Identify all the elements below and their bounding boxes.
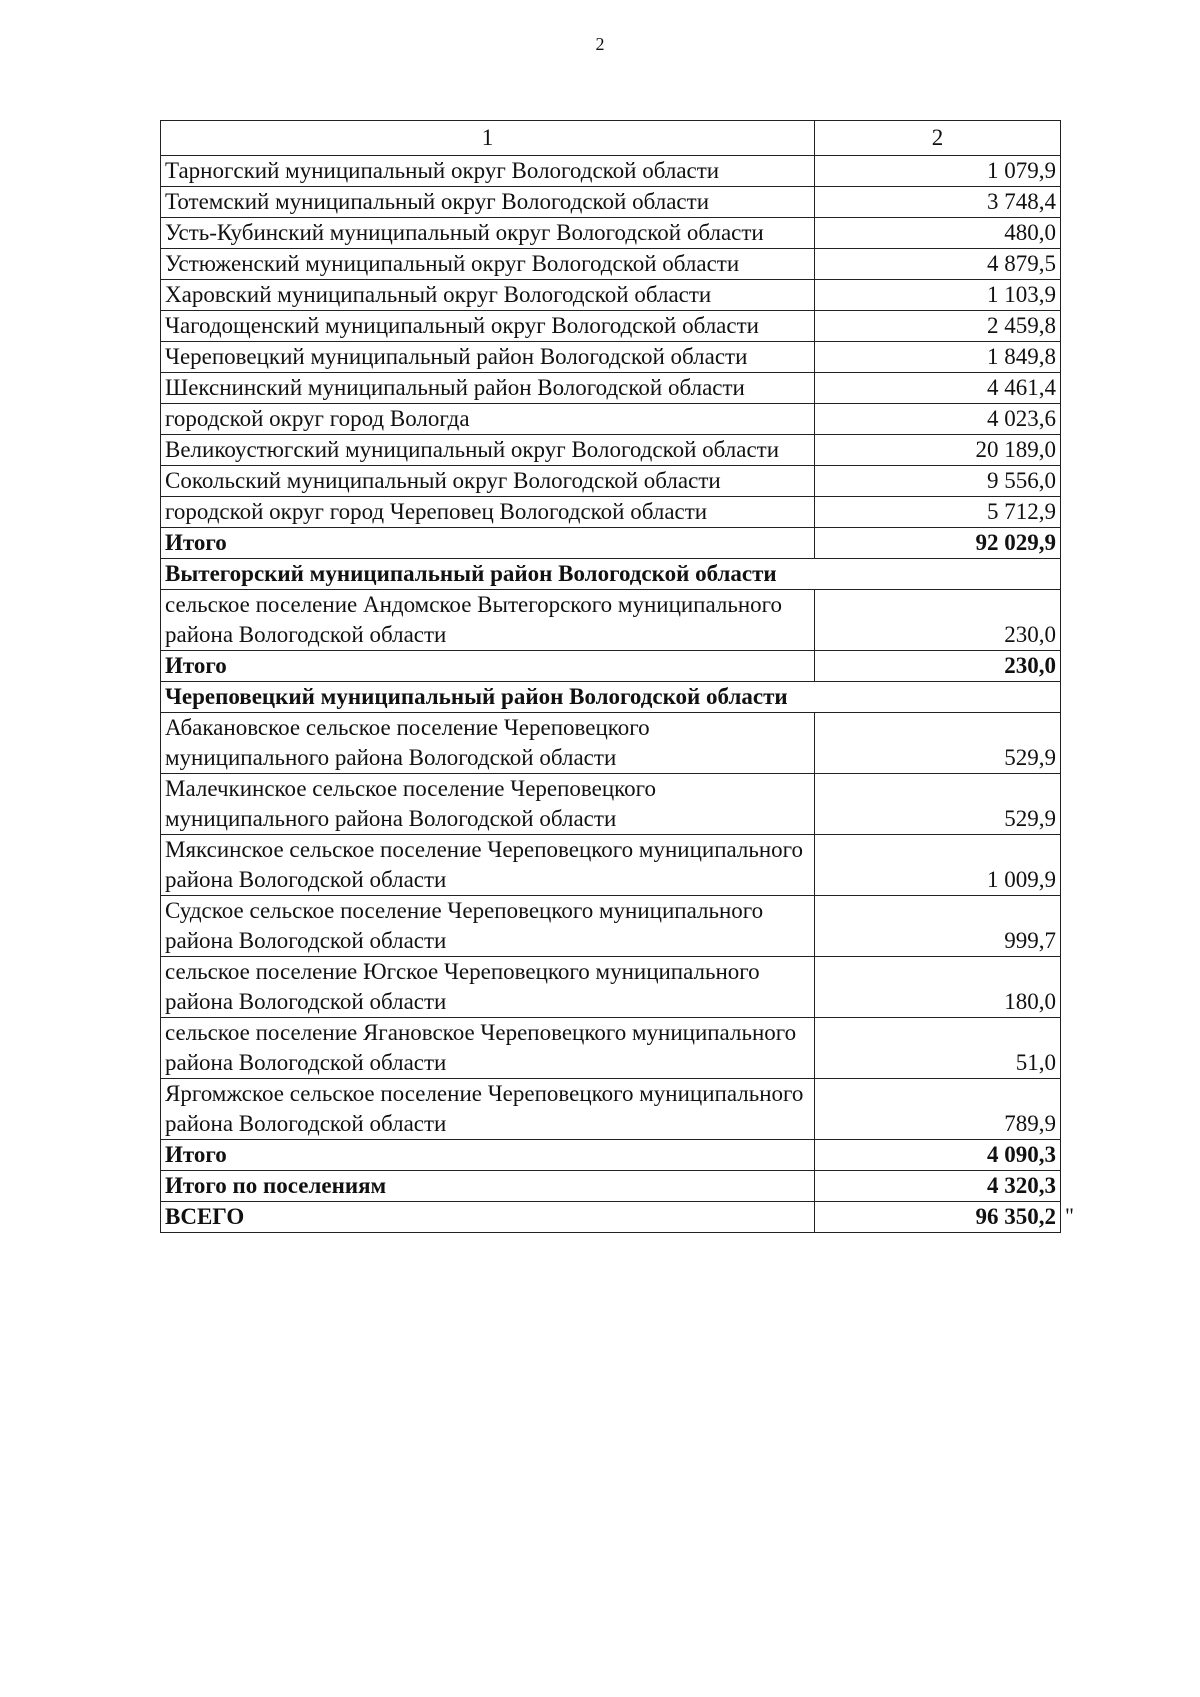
municipality-name: Тотемский муниципальный округ Вологодской области [161, 187, 815, 218]
amount-value: 529,9 [815, 774, 1061, 835]
table-row [161, 404, 1061, 435]
table-row [161, 280, 1061, 311]
table-row [161, 466, 1061, 497]
section-header-row [161, 559, 1061, 590]
table-row [161, 218, 1061, 249]
section-title: Череповецкий муниципальный район Вологодской области [161, 682, 1061, 713]
table-row [161, 1079, 1061, 1140]
closing-quote-mark: " [1065, 1203, 1074, 1228]
table-row [161, 435, 1061, 466]
amount-value: 1 079,9 [815, 156, 1061, 187]
table-row [161, 1018, 1061, 1079]
amount-value: 4 461,4 [815, 373, 1061, 404]
municipality-name: Великоустюгский муниципальный округ Вологодской области [161, 435, 815, 466]
amount-value: 3 748,4 [815, 187, 1061, 218]
section-title: Вытегорский муниципальный район Вологодской области [161, 559, 1061, 590]
municipality-name: Чагодощенский муниципальный округ Вологодской области [161, 311, 815, 342]
amount-value: 480,0 [815, 218, 1061, 249]
total-label: Итого по поселениям [161, 1171, 815, 1202]
total-amount: 96 350,2 [815, 1202, 1061, 1233]
amount-value: 1 009,9 [815, 835, 1061, 896]
table-row [161, 497, 1061, 528]
municipality-name: городской округ город Вологда [161, 404, 815, 435]
table-row [161, 373, 1061, 404]
total-amount: 230,0 [815, 651, 1061, 682]
allocation-table [160, 120, 1061, 1233]
total-row [161, 1171, 1061, 1202]
municipality-name: городской округ город Череповец Вологодской области [161, 497, 815, 528]
total-label: Итого [161, 651, 815, 682]
table-header-row [161, 121, 1061, 156]
municipality-name: Яргомжское сельское поселение Череповецкого муниципального района Вологодской области [161, 1079, 815, 1140]
table-row [161, 342, 1061, 373]
table-row [161, 774, 1061, 835]
municipality-name: сельское поселение Ягановское Череповецкого муниципального района Вологодской области [161, 1018, 815, 1079]
total-row [161, 1140, 1061, 1171]
total-amount: 4 090,3 [815, 1140, 1061, 1171]
header-cell-1: 1 [161, 121, 815, 156]
table-row [161, 713, 1061, 774]
table-row [161, 311, 1061, 342]
amount-value: 20 189,0 [815, 435, 1061, 466]
amount-value: 2 459,8 [815, 311, 1061, 342]
municipality-name: Шекснинский муниципальный район Вологодской области [161, 373, 815, 404]
amount-value: 230,0 [815, 590, 1061, 651]
total-label: Итого [161, 528, 815, 559]
municipality-name: Усть-Кубинский муниципальный округ Вологодской области [161, 218, 815, 249]
amount-value: 51,0 [815, 1018, 1061, 1079]
amount-value: 4 023,6 [815, 404, 1061, 435]
table-row [161, 896, 1061, 957]
municipality-name: Сокольский муниципальный округ Вологодской области [161, 466, 815, 497]
page-number: 2 [595, 34, 605, 54]
amount-value: 9 556,0 [815, 466, 1061, 497]
amount-value: 1 849,8 [815, 342, 1061, 373]
table-row [161, 249, 1061, 280]
table-row [161, 187, 1061, 218]
table-row [161, 156, 1061, 187]
header-cell-2: 2 [815, 121, 1061, 156]
municipality-name: сельское поселение Андомское Вытегорского муниципального района Вологодской области [161, 590, 815, 651]
table-row [161, 590, 1061, 651]
amount-value: 5 712,9 [815, 497, 1061, 528]
section-header-row [161, 682, 1061, 713]
amount-value: 789,9 [815, 1079, 1061, 1140]
total-label: ВСЕГО [161, 1202, 815, 1233]
municipality-name: Абакановское сельское поселение Череповецкого муниципального района Вологодской области [161, 713, 815, 774]
municipality-name: Устюженский муниципальный округ Вологодской области [161, 249, 815, 280]
table-row [161, 835, 1061, 896]
amount-value: 529,9 [815, 713, 1061, 774]
amount-value: 1 103,9 [815, 280, 1061, 311]
total-row [161, 651, 1061, 682]
allocation-table-container [160, 120, 1060, 1233]
amount-value: 999,7 [815, 896, 1061, 957]
total-row [161, 1202, 1061, 1233]
total-row [161, 528, 1061, 559]
municipality-name: Малечкинское сельское поселение Череповецкого муниципального района Вологодской области [161, 774, 815, 835]
allocation-table-body [161, 121, 1061, 1233]
municipality-name: Череповецкий муниципальный район Вологодской области [161, 342, 815, 373]
municipality-name: Тарногский муниципальный округ Вологодской области [161, 156, 815, 187]
municipality-name: Харовский муниципальный округ Вологодской области [161, 280, 815, 311]
total-label: Итого [161, 1140, 815, 1171]
total-amount: 4 320,3 [815, 1171, 1061, 1202]
table-row [161, 957, 1061, 1018]
total-amount: 92 029,9 [815, 528, 1061, 559]
municipality-name: Мяксинское сельское поселение Череповецкого муниципального района Вологодской области [161, 835, 815, 896]
amount-value: 4 879,5 [815, 249, 1061, 280]
amount-value: 180,0 [815, 957, 1061, 1018]
municipality-name: сельское поселение Югское Череповецкого муниципального района Вологодской области [161, 957, 815, 1018]
municipality-name: Судское сельское поселение Череповецкого муниципального района Вологодской области [161, 896, 815, 957]
